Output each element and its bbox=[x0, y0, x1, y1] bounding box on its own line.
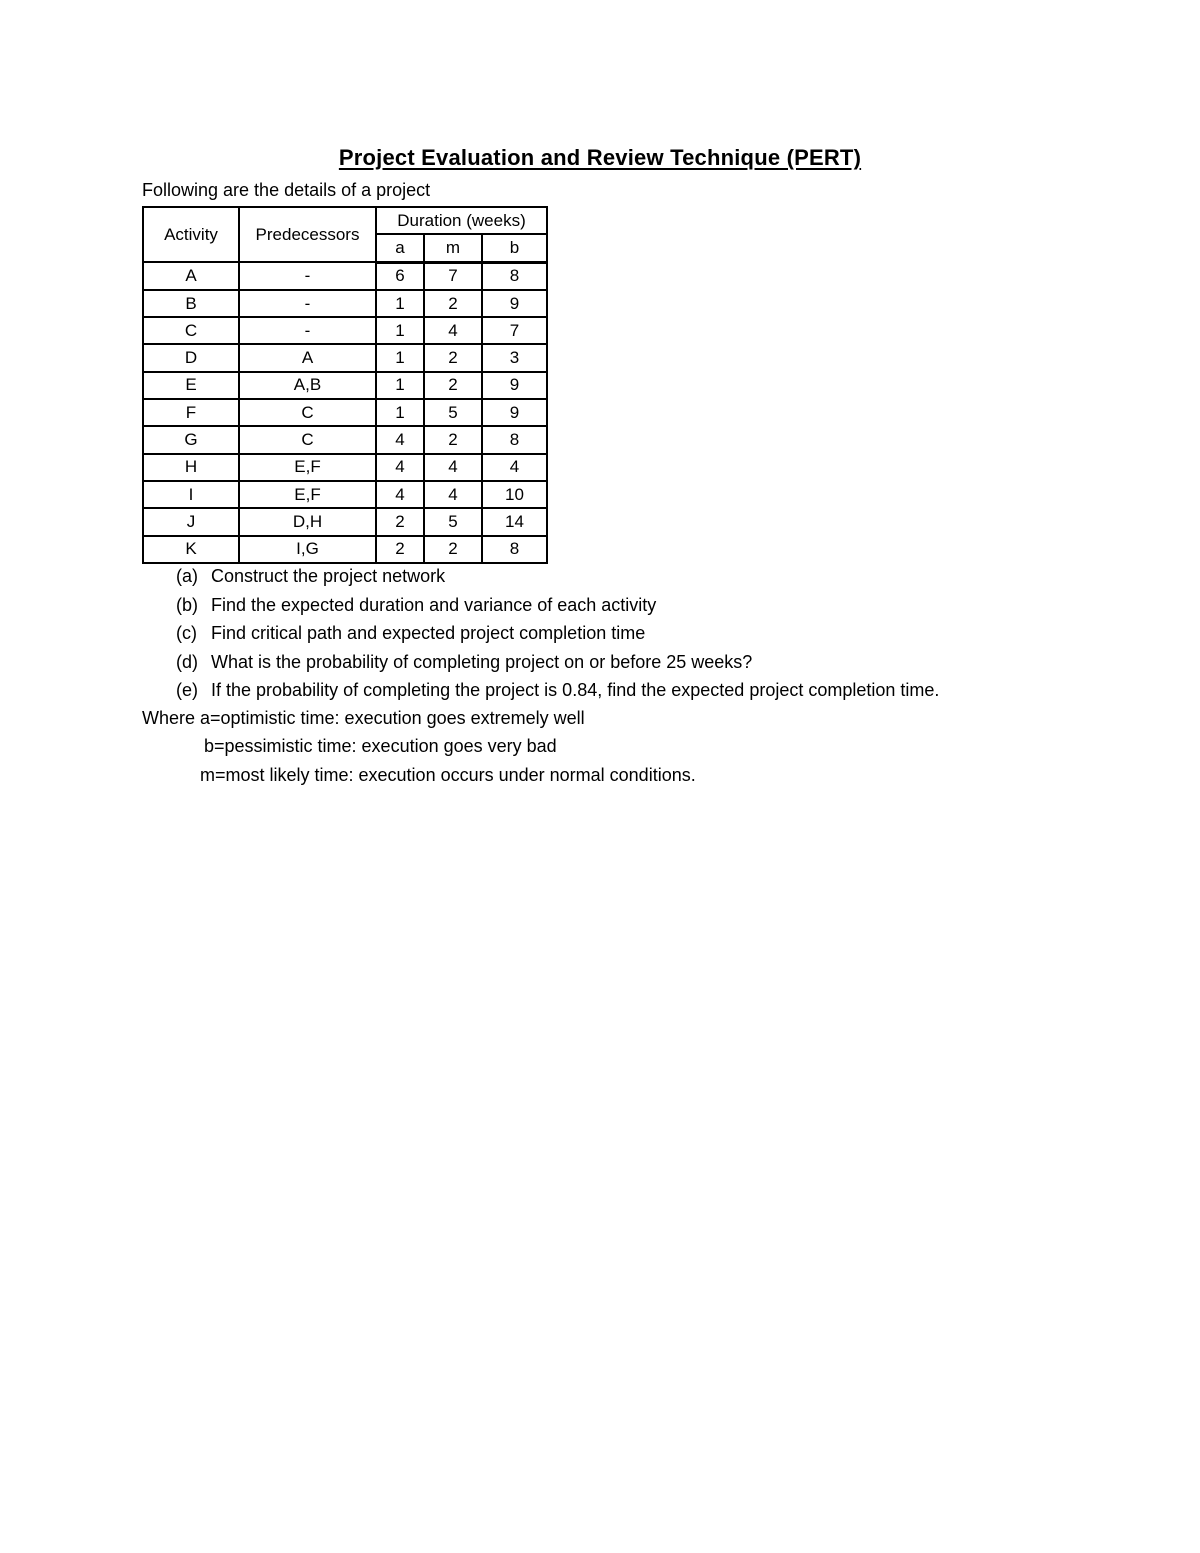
cell-a: 4 bbox=[376, 481, 424, 508]
table-row bbox=[143, 317, 547, 344]
definition-m: m=most likely time: execution occurs under normal conditions. bbox=[200, 764, 696, 785]
header-m: m bbox=[424, 234, 482, 262]
cell-b: 14 bbox=[482, 508, 547, 535]
cell-m: 2 bbox=[424, 344, 482, 371]
table-row bbox=[143, 344, 547, 371]
definitions bbox=[142, 705, 696, 790]
cell-m: 5 bbox=[424, 508, 482, 535]
question-text: Construct the project network bbox=[211, 566, 446, 586]
cell-activity: E bbox=[143, 372, 239, 399]
cell-a: 1 bbox=[376, 399, 424, 426]
page-title: Project Evaluation and Review Technique (PERT) bbox=[338, 145, 862, 170]
question-item bbox=[176, 620, 939, 649]
table-row bbox=[143, 372, 547, 399]
cell-predecessors: E,F bbox=[239, 481, 376, 508]
table-row bbox=[143, 262, 547, 290]
cell-a: 1 bbox=[376, 317, 424, 344]
cell-activity: J bbox=[143, 508, 239, 535]
cell-m: 2 bbox=[424, 426, 482, 453]
cell-b: 3 bbox=[482, 344, 547, 371]
table-row bbox=[143, 399, 547, 426]
cell-a: 1 bbox=[376, 344, 424, 371]
cell-m: 5 bbox=[424, 399, 482, 426]
cell-activity: H bbox=[143, 454, 239, 481]
question-label: (a) bbox=[176, 566, 198, 586]
cell-b: 8 bbox=[482, 536, 547, 563]
cell-a: 2 bbox=[376, 536, 424, 563]
cell-predecessors: - bbox=[239, 290, 376, 317]
cell-predecessors: E,F bbox=[239, 454, 376, 481]
cell-b: 8 bbox=[482, 426, 547, 453]
cell-activity: K bbox=[143, 536, 239, 563]
cell-b: 10 bbox=[482, 481, 547, 508]
cell-m: 7 bbox=[424, 262, 482, 290]
cell-a: 4 bbox=[376, 454, 424, 481]
question-text: Find critical path and expected project completion time bbox=[211, 623, 646, 643]
question-text: What is the probability of completing project on or before 25 weeks? bbox=[211, 651, 753, 672]
table-row bbox=[143, 426, 547, 453]
cell-predecessors: - bbox=[239, 262, 376, 290]
cell-activity: D bbox=[143, 344, 239, 371]
question-item bbox=[176, 649, 939, 678]
table-row bbox=[143, 536, 547, 563]
cell-b: 9 bbox=[482, 399, 547, 426]
question-label: (c) bbox=[176, 623, 197, 643]
cell-m: 2 bbox=[424, 536, 482, 563]
question-item bbox=[176, 677, 939, 706]
cell-activity: I bbox=[143, 481, 239, 508]
pert-table bbox=[142, 206, 548, 564]
cell-a: 1 bbox=[376, 290, 424, 317]
cell-m: 4 bbox=[424, 481, 482, 508]
question-label: (b) bbox=[176, 594, 198, 615]
cell-predecessors: - bbox=[239, 317, 376, 344]
question-item bbox=[176, 592, 939, 621]
question-item bbox=[176, 563, 939, 592]
cell-activity: A bbox=[143, 262, 239, 290]
cell-m: 4 bbox=[424, 317, 482, 344]
cell-b: 9 bbox=[482, 290, 547, 317]
header-a: a bbox=[376, 234, 424, 262]
cell-predecessors: C bbox=[239, 426, 376, 453]
question-text: If the probability of completing the project is 0.84, find the expected project completion time. bbox=[211, 680, 940, 700]
cell-b: 9 bbox=[482, 372, 547, 399]
question-label: (d) bbox=[176, 651, 198, 672]
question-list bbox=[176, 563, 939, 706]
cell-activity: B bbox=[143, 290, 239, 317]
intro-text: Following are the details of a project bbox=[142, 180, 431, 200]
cell-a: 4 bbox=[376, 426, 424, 453]
cell-a: 1 bbox=[376, 372, 424, 399]
header-activity: Activity bbox=[143, 207, 239, 262]
header-duration: Duration (weeks) bbox=[376, 207, 547, 234]
cell-m: 4 bbox=[424, 454, 482, 481]
cell-a: 2 bbox=[376, 508, 424, 535]
cell-activity: C bbox=[143, 317, 239, 344]
header-b: b bbox=[482, 234, 547, 262]
table-row bbox=[143, 290, 547, 317]
cell-predecessors: I,G bbox=[239, 536, 376, 563]
cell-activity: G bbox=[143, 426, 239, 453]
cell-predecessors: C bbox=[239, 399, 376, 426]
cell-b: 7 bbox=[482, 317, 547, 344]
table-row bbox=[143, 454, 547, 481]
cell-a: 6 bbox=[376, 262, 424, 290]
cell-predecessors: D,H bbox=[239, 508, 376, 535]
header-predecessors: Predecessors bbox=[239, 207, 376, 262]
definition-a: Where a=optimistic time: execution goes extremely well bbox=[142, 708, 585, 728]
question-label: (e) bbox=[176, 680, 198, 700]
cell-predecessors: A,B bbox=[239, 372, 376, 399]
cell-activity: F bbox=[143, 399, 239, 426]
definition-b: b=pessimistic time: execution goes very bad bbox=[204, 736, 557, 757]
cell-b: 8 bbox=[482, 262, 547, 290]
table-row bbox=[143, 481, 547, 508]
cell-m: 2 bbox=[424, 372, 482, 399]
cell-b: 4 bbox=[482, 454, 547, 481]
cell-predecessors: A bbox=[239, 344, 376, 371]
table-row bbox=[143, 508, 547, 535]
cell-m: 2 bbox=[424, 290, 482, 317]
question-text: Find the expected duration and variance of each activity bbox=[211, 594, 657, 615]
